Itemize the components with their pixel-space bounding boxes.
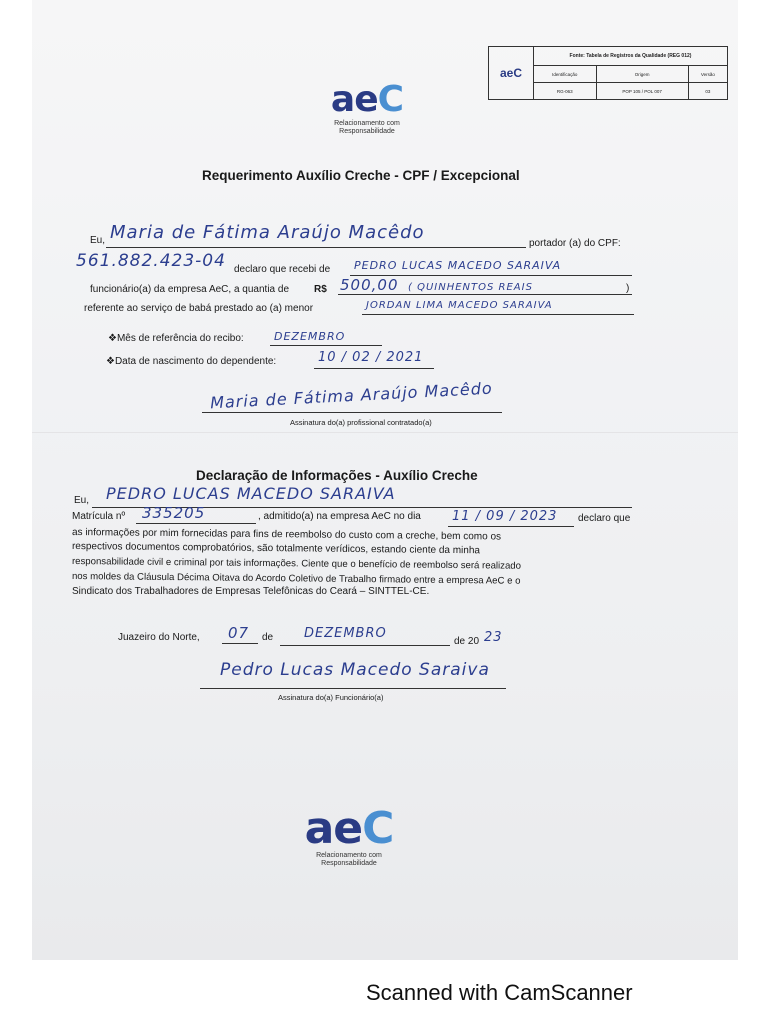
s1-name-handwritten: Maria de Fátima Araújo Macêdo: [110, 222, 425, 243]
s2-signature-label: Assinatura do(a) Funcionário(a): [278, 693, 384, 702]
s1-data-handwritten: 10 / 02 / 2021: [318, 350, 424, 365]
s1-declaro-label: declaro que recebi de: [234, 264, 331, 275]
s1-cpf-handwritten: 561.882.423-04: [76, 251, 226, 271]
s1-signature-underline: [202, 412, 502, 413]
s2-de2-label: de 20: [454, 636, 480, 647]
section1-title: Requerimento Auxílio Creche - CPF / Excepcional: [202, 168, 520, 183]
s1-amount-words-handwritten: ( QUINHENTOS REAIS: [408, 282, 533, 293]
s1-funcionario-label: funcionário(a) da empresa AeC, a quantia de: [90, 284, 290, 295]
brand-logo-bottom: [284, 803, 414, 868]
s1-child-handwritten: JORDAN LIMA MACEDO SARAIVA: [366, 300, 553, 311]
s1-portador-label: portador (a) do CPF:: [529, 238, 621, 249]
s2-body-line-2: respectivos documentos comprobatórios, são totalmente verídicos, estando ciente da minha: [71, 541, 481, 557]
s2-day-underline: [222, 643, 258, 644]
s2-matricula-underline: [136, 523, 256, 524]
s2-matricula-label: Matrícula nº: [72, 511, 126, 522]
s2-eu-label: Eu,: [74, 495, 90, 506]
brand-tagline-2: Responsabilidade: [339, 128, 395, 135]
s1-close-paren: ): [626, 283, 630, 294]
s2-matricula-handwritten: 335205: [142, 504, 206, 522]
s1-mes-handwritten: DEZEMBRO: [274, 330, 346, 343]
ref-logo-cell: [489, 47, 534, 100]
s1-amount-underline: [338, 294, 632, 295]
s2-de1-label: de: [262, 632, 274, 643]
ref-header-origin: Origem: [596, 66, 688, 83]
s2-year-handwritten: 23: [484, 630, 503, 645]
s2-day-handwritten: 07: [228, 624, 250, 642]
s1-data-underline: [314, 368, 434, 369]
s2-month-handwritten: DEZEMBRO: [304, 626, 387, 641]
s1-name-underline: [106, 247, 526, 248]
s2-body-line-4: nos moldes da Cláusula Décima Oitava do Acordo Coletivo de Trabalho firmado entre a empresa AeC e o: [71, 571, 521, 587]
ref-source: Fonte: Tabela de Registros da Qualidade (REG 012): [534, 47, 728, 66]
s1-child-underline: [362, 314, 634, 315]
brand-wordmark: aeC: [330, 79, 404, 120]
s2-body-line-5: Sindicato dos Trabalhadores de Empresas Telefônicas do Ceará – SINTTEL-CE.: [72, 586, 430, 597]
brand-tagline-1: Relacionamento com: [334, 120, 400, 127]
ref-value-id: RG-063: [534, 83, 597, 100]
reference-table: [488, 46, 728, 100]
s1-signature-label: Assinatura do(a) profissional contratado(a): [290, 418, 432, 427]
brand-tagline-bottom-2: Responsabilidade: [321, 860, 377, 867]
s1-data-label: ❖Data de nascimento do dependente:: [106, 356, 277, 367]
scanned-page: [32, 0, 738, 960]
s2-admissao-underline: [448, 526, 574, 527]
ref-header-version: Versão: [688, 66, 727, 83]
s1-rs-label: R$: [314, 284, 327, 295]
section2-title: Declaração de Informações - Auxílio Creche: [196, 468, 478, 483]
s1-payer-handwritten: PEDRO LUCAS MACEDO SARAIVA: [354, 259, 562, 272]
ref-logo: aeC: [499, 66, 522, 80]
brand-tagline-bottom-1: Relacionamento com: [316, 852, 382, 859]
s2-signature-handwritten: Pedro Lucas Macedo Saraiva: [220, 660, 490, 680]
s1-referente-label: referente ao serviço de babá prestado ao (a) menor: [84, 303, 314, 314]
s2-name-handwritten: PEDRO LUCAS MACEDO SARAIVA: [106, 484, 396, 503]
s1-eu-label: Eu,: [90, 235, 106, 246]
s1-mes-underline: [270, 345, 382, 346]
brand-wordmark-bottom: aeC: [304, 803, 394, 854]
fold-line: [32, 432, 738, 433]
camscanner-footer: Scanned with CamScanner: [366, 980, 633, 1005]
brand-logo-top: [302, 80, 432, 136]
s2-declaro-label: declaro que: [578, 513, 631, 524]
s2-admissao-handwritten: 11 / 09 / 2023: [452, 509, 558, 524]
s1-mes-label: ❖Mês de referência do recibo:: [108, 333, 244, 344]
s2-body-line-3: responsabilidade civil e criminal por tais informações. Ciente que o benefício de reembolso será realizado: [71, 556, 522, 572]
s2-admitido-label: , admitido(a) na empresa AeC no dia: [258, 511, 421, 522]
s1-amount-handwritten: 500,00: [340, 276, 399, 294]
s2-month-underline: [280, 645, 450, 646]
ref-header-id: Identificação: [534, 66, 597, 83]
ref-value-version: 03: [688, 83, 727, 100]
s2-body-line-1: as informações por mim fornecidas para fins de reembolso do custo com a creche, bem como os: [71, 527, 502, 543]
s2-signature-underline: [200, 688, 506, 689]
s2-city-label: Juazeiro do Norte,: [118, 632, 200, 643]
ref-value-origin: POP 105 / POL 007: [596, 83, 688, 100]
s1-signature-handwritten: Maria de Fátima Araújo Macêdo: [209, 378, 494, 413]
